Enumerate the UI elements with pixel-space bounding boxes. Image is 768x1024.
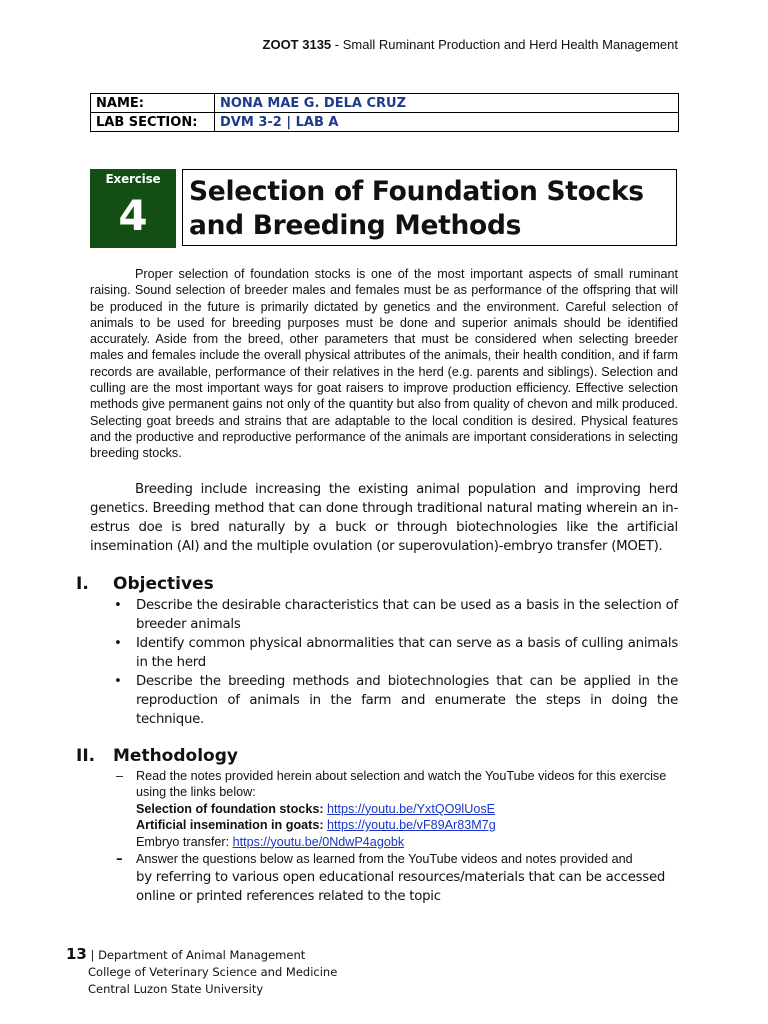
list-item: • Identify common physical abnormalities that can serve as a basis of culling animals in the herd [114, 636, 678, 670]
lab-section-row [91, 113, 679, 132]
selection-video-link[interactable]: https://youtu.be/YxtQO9lUosE [327, 801, 496, 816]
list-item [112, 768, 678, 850]
page-number: 13 [66, 945, 87, 963]
link-row [136, 801, 678, 817]
department: Department of Animal Management [98, 948, 306, 962]
name-value: NONA MAE G. DELA CRUZ [215, 94, 679, 113]
bullet-icon: • [114, 674, 122, 689]
footer-separator: | [86, 948, 99, 962]
exercise-badge [90, 169, 176, 248]
page-footer [66, 946, 337, 998]
ai-video-link[interactable]: https://youtu.be/vF89Ar83M7g [327, 818, 496, 833]
objectives-number: I. [76, 574, 89, 594]
dash-icon: – [116, 852, 123, 868]
exercise-label: Exercise [105, 172, 161, 186]
link-label: Selection of foundation stocks: [136, 801, 324, 816]
page-header [263, 37, 678, 52]
student-info-table [90, 93, 679, 132]
lab-section-label: LAB SECTION: [91, 113, 215, 132]
list-item: • Describe the desirable characteristics that can be used as a basis in the selection of breeder animals [114, 598, 678, 632]
objectives-title: Objectives [113, 574, 214, 594]
objectives-heading [76, 574, 214, 594]
course-title: - Small Ruminant Production and Herd Health Management [331, 37, 678, 52]
college: College of Veterinary Science and Medicine [88, 965, 338, 979]
link-row [136, 817, 678, 833]
exercise-number: 4 [118, 191, 148, 240]
answer-instruction-rest: by referring to various open educational resources/materials that can be accessed online or printed references related to the topic [136, 870, 666, 905]
intro-paragraph-2: Breeding include increasing the existing animal population and improving herd genetics. Breeding method that can done through traditional natural mating wherein an in-estrus doe is bred naturally by a buck or through biotechnologies like the artificial insemination (AI) and the multiple ovulation (or superovulation)-embryo transfer (MOET). [90, 482, 678, 554]
title-line-2: and Breeding Methods [189, 210, 522, 241]
bullet-icon: • [114, 598, 122, 613]
methodology-heading [76, 746, 238, 766]
dash-icon: – [116, 769, 124, 783]
title-line-1: Selection of Foundation Stocks [189, 176, 644, 207]
link-label: Embryo transfer: [136, 834, 230, 849]
methodology-title: Methodology [113, 746, 238, 766]
link-label: Artificial insemination in goats: [136, 818, 324, 833]
methodology-list [112, 768, 678, 906]
name-row [91, 94, 679, 113]
link-row [136, 834, 678, 850]
list-item [112, 850, 678, 906]
lab-section-value: DVM 3-2 | LAB A [215, 113, 679, 132]
embryo-transfer-video-link[interactable]: https://youtu.be/0NdwP4agobk [232, 834, 405, 849]
intro-paragraph-1: Proper selection of foundation stocks is one of the most important aspects of small ruminant raising. Sound selection of breeder males and females must be as performance of the offspring that will be produced in the future is primarily dictated by genetics and the environment. Careful selection of animals to be used for breeding purposes must be done and superior animals should be identified accurately. Aside from the breed, other parameters that must be considered when selecting breeder males and females include the overall physical attributes of the animals, their health condition, and if farm records are available, performance of their relatives in the herd (e.g. parents and siblings). Selection and culling are the most important ways for goat raisers to improve production efficiency. Effective selection methods give permanent gains not only of the quantity but also from quality of chevon and milk produced. Selecting goat breeds and strains that are adaptable to the local condition is desired. Physical features and the productive and reproductive performance of the animals are important considerations in selecting breeding stocks. [90, 267, 678, 461]
methodology-instruction: Read the notes provided herein about selection and watch the YouTube videos for this exercise using the links below: [136, 769, 667, 800]
university: Central Luzon State University [88, 982, 264, 996]
methodology-number: II. [76, 746, 96, 766]
answer-instruction-line1: Answer the questions below as learned from the YouTube videos and notes provided and [136, 852, 633, 867]
name-label: NAME: [91, 94, 215, 113]
list-item: • Describe the breeding methods and biotechnologies that can be applied in the reproduction of animals in the farm and enumerate the steps in doing the technique. [114, 674, 678, 727]
objectives-list [112, 596, 678, 729]
course-code: ZOOT 3135 [262, 37, 332, 52]
bullet-icon: • [114, 636, 122, 651]
exercise-title [182, 169, 677, 246]
